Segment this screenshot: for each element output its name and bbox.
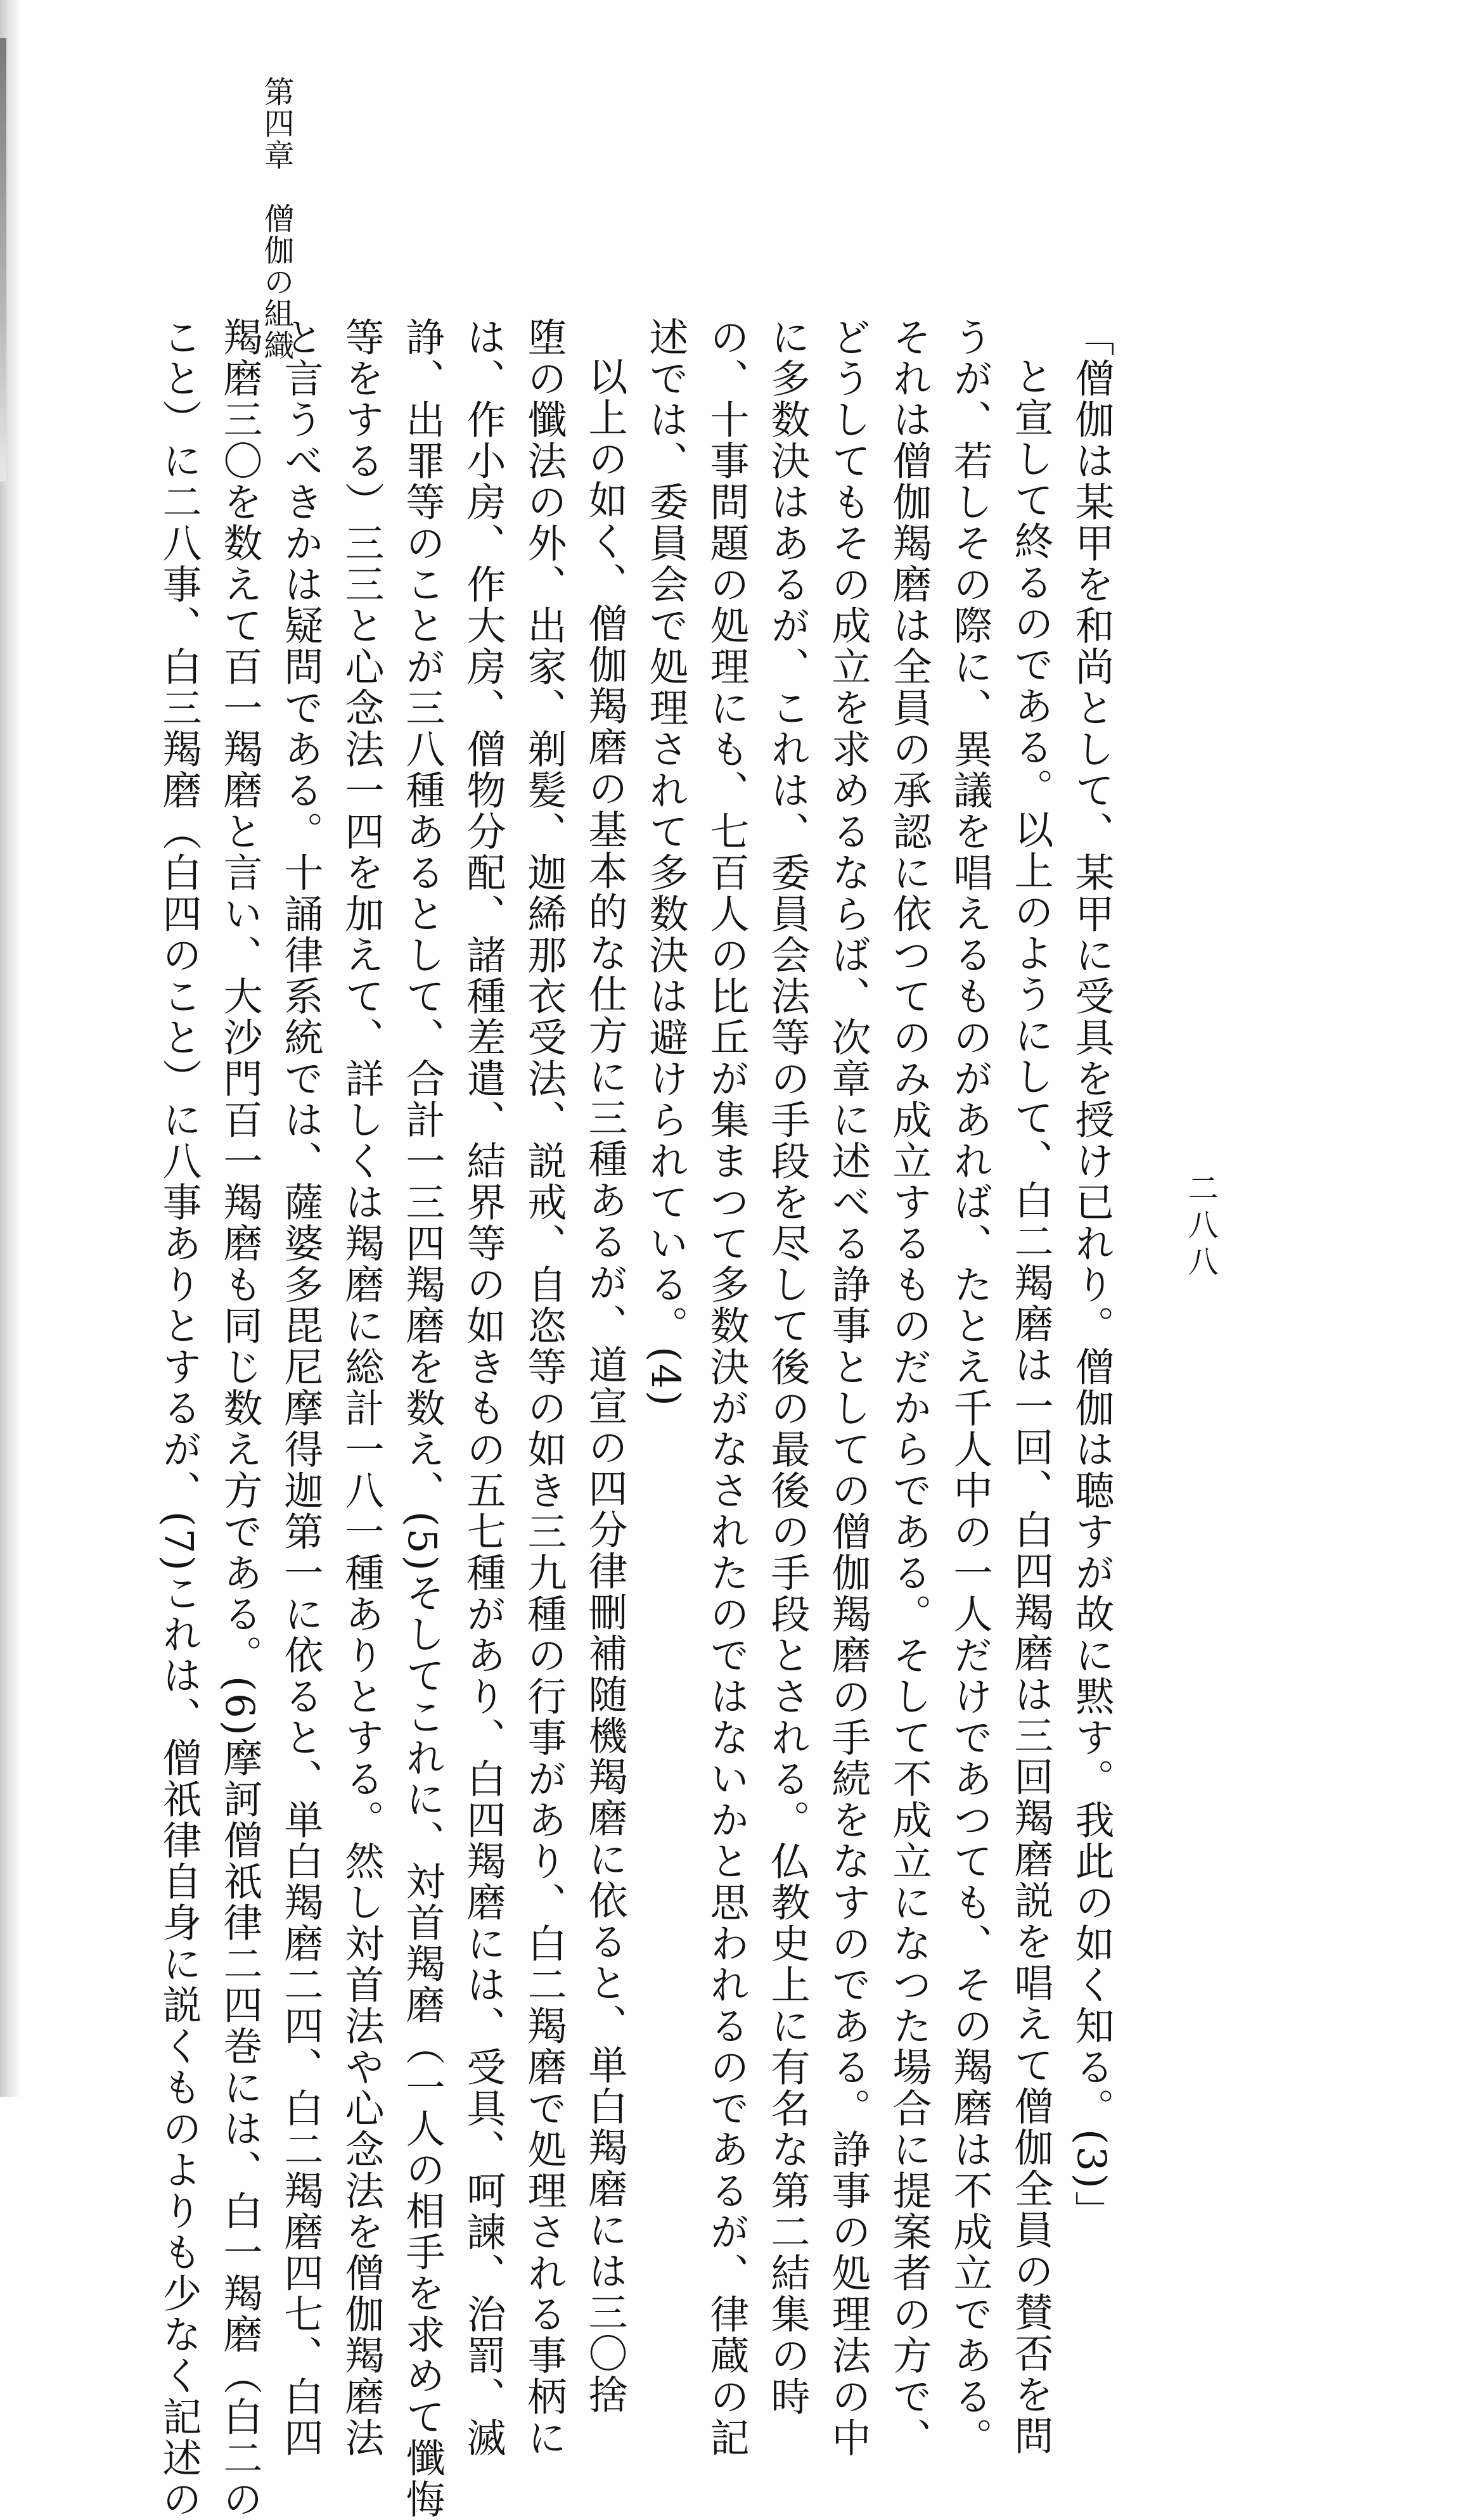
chapter-title: 第四章 僧伽の組織 xyxy=(259,76,294,361)
text-column-13: 等をする）三三と心念法一四を加えて、詳しくは羯磨に総計一八一種ありとする。然し対首法や心念法を僧伽羯磨法 xyxy=(338,317,385,2459)
page-number: 二八八 xyxy=(1183,1172,1218,1282)
text-column-14: と言うべきかは疑問である。十誦律系統では、薩婆多毘尼摩得迦第一に依ると、単白羯磨二四、白二羯磨四七、白四 xyxy=(278,317,324,2459)
text-column-8: 述では、委員会で処理されて多数決は避けられている。(4) xyxy=(643,317,689,1408)
scan-edge-mark xyxy=(0,38,6,482)
text-column-3: うが、若しその際に、異議を唱えるものがあれば、たとえ千人中の一人だけであつても、その羯磨は不成立である。 xyxy=(947,317,993,2459)
text-column-15: 羯磨三〇を数えて百一羯磨と言い、大沙門百一羯磨も同じ数え方である。(6)摩訶僧祇律二四巻には、白一羯磨（白二の xyxy=(217,317,263,2520)
text-column-2: と宣して終るのである。以上のようにして、白二羯磨は一回、白四羯磨は三回羯磨説を唱えて僧伽全員の賛否を問 xyxy=(1008,356,1054,2457)
text-column-1: 「僧伽は某甲を和尚として、某甲に受具を授け已れり。僧伽は聴すが故に黙す。我此の如く知る。(3)」 xyxy=(1069,317,1115,2232)
text-column-11: は、作小房、作大房、僧物分配、諸種差遣、結界等の如きもの五七種があり、白四羯磨には、受具、呵諫、治罰、滅 xyxy=(460,317,506,2459)
text-column-4: それは僧伽羯磨は全員の承認に依つてのみ成立するものだからである。そして不成立になつた場合に提案者の方で、 xyxy=(886,317,932,2459)
body-text xyxy=(156,317,1122,2520)
text-column-7: の、十事問題の処理にも、七百人の比丘が集まつて多数決がなされたのではないかと思われるのであるが、律蔵の記 xyxy=(703,317,750,2459)
text-column-5: どうしてもその成立を求めるならば、次章に述べる諍事としての僧伽羯磨の手続をなすのである。諍事の処理法の中 xyxy=(825,317,871,2459)
text-column-16: こと）に二八事、白三羯磨（白四のこと）に八事ありとするが、(7)これは、僧祇律自身に説くものよりも少なく記述の xyxy=(156,317,202,2520)
text-column-6: に多数決はあるが、これは、委員会法等の手段を尽して後の最後の手段とされる。仏教史上に有名な第二結集の時 xyxy=(764,317,811,2417)
text-column-10: 堕の懺法の外、出家、剃髪、迦絺那衣受法、説戒、自恣等の如き三九種の行事があり、白二羯磨で処理される事柄に xyxy=(521,317,567,2459)
text-column-9: 以上の如く、僧伽羯磨の基本的な仕方に三種あるが、道宣の四分律刪補随機羯磨に依ると、単白羯磨には三〇捨 xyxy=(582,356,628,2415)
text-column-12: 諍、出罪等のことが三八種あるとして、合計一三四羯磨を数え、(5)そしてこれに、対首羯磨（一人の相手を求めて懺悔 xyxy=(399,317,446,2520)
